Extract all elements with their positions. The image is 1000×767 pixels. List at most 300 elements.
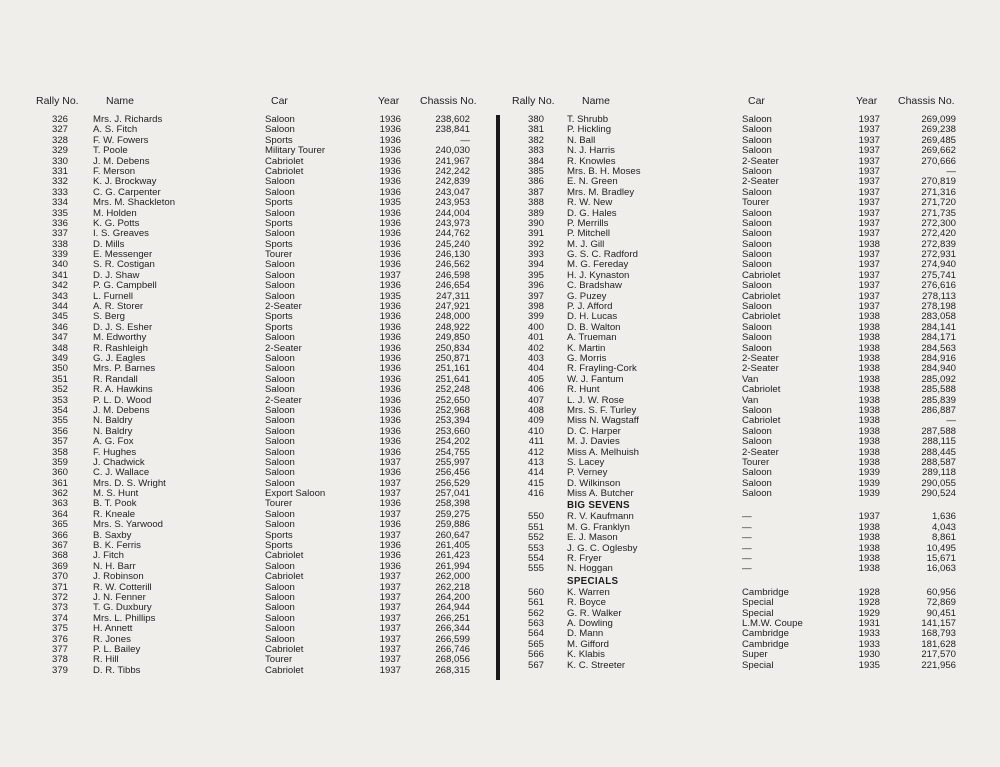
chassis-no-cell: 284,171 (921, 332, 956, 344)
year-cell: 1936 (379, 384, 401, 396)
rally-no-cell: 567 (527, 659, 544, 671)
rally-no-cell: 370 (51, 571, 68, 583)
car-cell: Saloon (265, 560, 295, 572)
car-cell: Saloon (265, 228, 295, 240)
chassis-no-cell: 278,113 (922, 290, 956, 302)
year-cell: 1937 (858, 134, 880, 146)
rally-no-cell: 350 (51, 363, 68, 375)
year-cell: 1938 (858, 238, 880, 250)
rally-no-cell: 332 (51, 176, 68, 188)
year-cell: 1938 (858, 456, 880, 468)
year-cell: 1931 (858, 617, 880, 629)
chassis-no-cell: 286,887 (921, 404, 956, 416)
car-cell: Saloon (742, 332, 772, 344)
year-cell: 1936 (379, 352, 401, 364)
year-cell: 1937 (379, 581, 401, 593)
year-cell: 1938 (858, 563, 880, 575)
year-cell: 1937 (858, 207, 880, 219)
chassis-no-cell: 290,055 (921, 477, 956, 489)
left-table-body (30, 115, 495, 676)
name-cell: Mrs. S. F. Turley (567, 404, 637, 416)
chassis-no-cell: 288,115 (922, 436, 956, 448)
year-cell: 1939 (858, 467, 880, 479)
rally-no-cell: 381 (527, 124, 544, 136)
year-cell: 1938 (858, 352, 880, 364)
rally-no-cell: 340 (51, 259, 68, 271)
chassis-no-cell: 1,636 (931, 511, 956, 523)
name-cell: J. G. C. Oglesby (567, 542, 638, 554)
chassis-no-cell: 8,861 (931, 532, 956, 544)
rally-no-cell: 392 (527, 238, 544, 250)
name-cell: K. G. Potts (93, 217, 140, 229)
car-cell: Saloon (265, 446, 295, 458)
rally-no-cell: 327 (51, 124, 68, 136)
year-cell: 1937 (858, 217, 880, 229)
name-cell: E. N. Green (567, 176, 618, 188)
car-cell: Cabriolet (742, 290, 781, 302)
chassis-no-cell: 258,398 (435, 498, 470, 510)
name-cell: B. K. Ferris (93, 540, 141, 552)
year-cell: 1937 (858, 249, 880, 261)
car-cell: Tourer (265, 654, 293, 666)
car-cell: Saloon (265, 373, 295, 385)
name-cell: P. Verney (567, 467, 608, 479)
rally-no-cell: 335 (51, 207, 68, 219)
rally-no-cell: 328 (51, 134, 68, 146)
header-chassis-no: Chassis No. (420, 95, 477, 107)
name-cell: E. J. Mason (567, 532, 618, 544)
table-row (508, 198, 970, 208)
header-name: Name (106, 95, 135, 107)
name-cell: A. R. Storer (93, 301, 144, 313)
chassis-no-cell: 217,570 (921, 649, 956, 661)
rally-no-cell: 385 (527, 165, 544, 177)
car-cell: Saloon (265, 602, 295, 614)
name-cell: K. C. Streeter (567, 659, 626, 671)
car-cell: Sports (265, 311, 293, 323)
chassis-no-cell: 247,921 (435, 301, 470, 313)
car-cell: Cabriolet (265, 571, 304, 583)
chassis-no-cell: — (946, 165, 956, 177)
rally-no-cell: 553 (527, 542, 544, 554)
name-cell: Mrs. J. Richards (93, 114, 163, 125)
chassis-no-cell: 251,641 (435, 373, 470, 385)
name-cell: D. Wilkinson (567, 477, 621, 489)
year-cell: 1936 (379, 332, 401, 344)
car-cell: Saloon (742, 134, 772, 146)
rally-no-cell: 357 (51, 436, 68, 448)
chassis-no-cell: 285,588 (921, 384, 956, 396)
name-cell: Mrs. P. Barnes (93, 363, 156, 375)
year-cell: 1938 (858, 521, 880, 533)
chassis-no-cell: 284,940 (921, 363, 956, 375)
name-cell: G. Puzey (567, 290, 607, 302)
chassis-no-cell: 271,720 (921, 197, 956, 209)
year-cell: 1937 (379, 571, 401, 583)
car-cell: Saloon (265, 124, 295, 136)
chassis-no-cell: 278,198 (921, 301, 956, 313)
chassis-no-cell: 269,238 (921, 124, 956, 136)
year-cell: 1939 (858, 477, 880, 489)
year-cell: 1928 (858, 597, 880, 609)
car-cell: Saloon (265, 114, 295, 125)
rally-no-cell: 344 (51, 301, 68, 313)
rally-no-cell: 564 (527, 628, 544, 640)
car-cell: Military Tourer (265, 145, 326, 157)
rally-no-cell: 356 (51, 425, 68, 437)
rally-no-cell: 367 (51, 540, 68, 552)
car-cell: — (742, 553, 752, 565)
rally-no-cell: 408 (527, 404, 544, 416)
name-cell: J. Chadwick (93, 456, 145, 468)
right-table-body (508, 115, 970, 671)
car-cell: Tourer (742, 456, 770, 468)
car-cell: Saloon (265, 591, 295, 603)
year-cell: 1937 (379, 269, 401, 281)
name-cell: M. J. Gill (567, 238, 605, 250)
car-cell: Saloon (742, 249, 772, 261)
car-cell: Saloon (742, 124, 772, 136)
car-cell: Saloon (265, 508, 295, 520)
chassis-no-cell: 256,456 (435, 467, 470, 479)
year-cell: 1929 (858, 607, 880, 619)
rally-no-cell: 414 (527, 467, 544, 479)
rally-no-cell: 389 (527, 207, 544, 219)
year-cell: 1937 (379, 612, 401, 624)
year-cell: 1936 (379, 342, 401, 354)
car-cell: Cambridge (742, 638, 789, 650)
name-cell: G. Morris (567, 352, 607, 364)
table-row (508, 385, 970, 395)
year-cell: 1937 (379, 623, 401, 635)
rally-no-cell: 404 (527, 363, 544, 375)
car-cell: — (742, 532, 752, 544)
chassis-no-cell: 284,141 (921, 321, 956, 333)
year-cell: 1936 (379, 301, 401, 313)
name-cell: A. Dowling (567, 617, 613, 629)
year-cell: 1935 (379, 197, 401, 209)
name-cell: R. Knowles (567, 155, 616, 167)
chassis-no-cell: 245,240 (435, 238, 470, 250)
rally-no-cell: 362 (51, 488, 68, 500)
name-cell: L. Furnell (93, 290, 133, 302)
year-cell: 1938 (858, 553, 880, 565)
rally-no-cell: 400 (527, 321, 544, 333)
specials-rows (508, 588, 970, 671)
name-cell: N. Baldry (93, 415, 133, 427)
name-cell: Miss N. Wagstaff (567, 415, 639, 427)
header-year: Year (378, 95, 400, 107)
name-cell: M. Holden (93, 207, 137, 219)
year-cell: 1936 (379, 540, 401, 552)
name-cell: R. Randall (93, 373, 138, 385)
car-cell: Cabriolet (742, 269, 781, 281)
car-cell: — (742, 563, 752, 575)
chassis-no-cell: 272,300 (921, 217, 956, 229)
chassis-no-cell: 251,161 (435, 363, 470, 375)
year-cell: 1938 (858, 446, 880, 458)
name-cell: R. Fryer (567, 553, 602, 565)
year-cell: 1936 (379, 550, 401, 562)
rally-no-cell: 405 (527, 373, 544, 385)
rally-no-cell: 329 (51, 145, 68, 157)
car-cell: Sports (265, 529, 293, 541)
chassis-no-cell: 264,200 (435, 591, 470, 603)
name-cell: R. Boyce (567, 597, 606, 609)
name-cell: H. Annett (93, 623, 133, 635)
rally-no-cell: 406 (527, 384, 544, 396)
chassis-no-cell: 168,793 (921, 628, 956, 640)
chassis-no-cell: 275,741 (921, 269, 956, 281)
year-cell: 1937 (858, 124, 880, 136)
name-cell: P. L. Bailey (93, 643, 141, 655)
table-header-right (508, 95, 970, 115)
car-cell: Saloon (742, 404, 772, 416)
year-cell: 1936 (379, 363, 401, 375)
year-cell: 1937 (858, 301, 880, 313)
rally-no-cell: 395 (527, 269, 544, 281)
year-cell: 1936 (379, 404, 401, 416)
chassis-no-cell: 253,660 (435, 425, 470, 437)
year-cell: 1937 (379, 508, 401, 520)
name-cell: K. J. Brockway (93, 176, 157, 188)
year-cell: 1937 (858, 511, 880, 523)
year-cell: 1937 (858, 228, 880, 240)
year-cell: 1938 (858, 415, 880, 427)
rally-no-cell: 391 (527, 228, 544, 240)
chassis-no-cell: 288,587 (921, 456, 956, 468)
year-cell: 1936 (379, 446, 401, 458)
rally-no-cell: 331 (51, 165, 68, 177)
column-divider (496, 115, 500, 680)
chassis-no-cell: 276,616 (921, 280, 956, 292)
rally-no-cell: 336 (51, 217, 68, 229)
table-row (508, 146, 970, 156)
chassis-no-cell: 271,735 (921, 207, 956, 219)
table-row (508, 564, 970, 574)
car-cell: Tourer (265, 249, 293, 261)
car-cell: Saloon (742, 259, 772, 271)
name-cell: G. J. Eagles (93, 352, 146, 364)
year-cell: 1933 (858, 628, 880, 640)
car-cell: Cabriolet (742, 384, 781, 396)
car-cell: Sports (265, 197, 293, 209)
year-cell: 1936 (379, 228, 401, 240)
year-cell: 1937 (858, 259, 880, 271)
rally-no-cell: 415 (527, 477, 544, 489)
big-sevens-rows (508, 512, 970, 574)
rally-no-cell: 560 (527, 586, 544, 598)
chassis-no-cell: 246,654 (435, 280, 470, 292)
name-cell: J. M. Debens (93, 155, 150, 167)
car-cell: Saloon (265, 363, 295, 375)
rally-no-cell: 377 (51, 643, 68, 655)
car-cell: Saloon (265, 269, 295, 281)
chassis-no-cell: — (460, 134, 470, 146)
chassis-no-cell: 254,755 (435, 446, 470, 458)
car-cell: Saloon (742, 114, 772, 125)
name-cell: Miss A. Melhuish (567, 446, 639, 458)
name-cell: D. Mills (93, 238, 125, 250)
right-main-rows (508, 115, 970, 499)
rally-no-cell: 374 (51, 612, 68, 624)
name-cell: R. W. New (567, 197, 613, 209)
chassis-no-cell: 270,819 (921, 176, 956, 188)
rally-no-cell: 355 (51, 415, 68, 427)
car-cell: 2-Seater (265, 301, 302, 313)
chassis-no-cell: 272,839 (921, 238, 956, 250)
car-cell: Saloon (742, 467, 772, 479)
car-cell: Saloon (265, 477, 295, 489)
chassis-no-cell: 266,344 (435, 623, 470, 635)
year-cell: 1937 (379, 602, 401, 614)
rally-no-cell: 399 (527, 311, 544, 323)
chassis-no-cell: 268,315 (435, 664, 470, 676)
year-cell: 1936 (379, 217, 401, 229)
chassis-no-cell: 272,931 (921, 249, 956, 261)
name-cell: R. Frayling-Cork (567, 363, 637, 375)
rally-no-cell: 333 (51, 186, 68, 198)
car-cell: — (742, 542, 752, 554)
chassis-no-cell: 285,839 (921, 394, 956, 406)
car-cell: Saloon (265, 259, 295, 271)
chassis-no-cell: 257,041 (435, 488, 470, 500)
rally-no-cell: 409 (527, 415, 544, 427)
rally-no-cell: 349 (51, 352, 68, 364)
car-cell: Saloon (742, 301, 772, 313)
car-cell: Saloon (265, 612, 295, 624)
car-cell: Saloon (265, 384, 295, 396)
name-cell: R. Hunt (567, 384, 600, 396)
chassis-no-cell: 244,004 (435, 207, 470, 219)
rally-no-cell: 379 (51, 664, 68, 676)
rally-no-cell: 387 (527, 186, 544, 198)
year-cell: 1937 (379, 643, 401, 655)
name-cell: L. J. W. Rose (567, 394, 625, 406)
rally-no-cell: 347 (51, 332, 68, 344)
rally-no-cell: 388 (527, 197, 544, 209)
table-row (30, 624, 495, 634)
year-cell: 1937 (858, 176, 880, 188)
year-cell: 1936 (379, 134, 401, 146)
year-cell: 1938 (858, 321, 880, 333)
car-cell: Sports (265, 217, 293, 229)
chassis-no-cell: 240,030 (435, 145, 470, 157)
name-cell: T. G. Duxbury (93, 602, 152, 614)
chassis-no-cell: 243,047 (435, 186, 470, 198)
name-cell: R. V. Kaufmann (567, 511, 634, 523)
chassis-no-cell: 271,316 (921, 186, 956, 198)
chassis-no-cell: 262,000 (435, 571, 470, 583)
car-cell: Saloon (265, 581, 295, 593)
name-cell: W. J. Fantum (567, 373, 624, 385)
rally-no-cell: 407 (527, 394, 544, 406)
rally-no-cell: 372 (51, 591, 68, 603)
car-cell: Saloon (265, 415, 295, 427)
year-cell: 1938 (858, 542, 880, 554)
year-cell: 1937 (858, 155, 880, 167)
chassis-no-cell: 248,000 (435, 311, 470, 323)
chassis-no-cell: 266,599 (435, 633, 470, 645)
car-cell: Special (742, 597, 774, 609)
header-year: Year (856, 95, 878, 107)
name-cell: D. G. Hales (567, 207, 617, 219)
name-cell: A. S. Fitch (93, 124, 138, 136)
car-cell: Saloon (265, 280, 295, 292)
name-cell: T. Poole (93, 145, 128, 157)
table-row (30, 385, 495, 395)
header-car: Car (271, 95, 288, 107)
chassis-no-cell: 288,445 (921, 446, 956, 458)
chassis-no-cell: 266,746 (435, 643, 470, 655)
rally-no-cell: 410 (527, 425, 544, 437)
name-cell: A. G. Fox (93, 436, 134, 448)
name-cell: R. W. Cotterill (93, 581, 152, 593)
year-cell: 1937 (858, 197, 880, 209)
car-cell: Saloon (265, 186, 295, 198)
year-cell: 1937 (858, 145, 880, 157)
chassis-no-cell: 268,056 (435, 654, 470, 666)
car-cell: Tourer (265, 498, 293, 510)
rally-no-cell: 566 (527, 649, 544, 661)
header-rally-no: Rally No. (36, 95, 79, 107)
rally-no-cell: 402 (527, 342, 544, 354)
chassis-no-cell: 246,562 (435, 259, 470, 271)
year-cell: 1937 (379, 477, 401, 489)
chassis-no-cell: 238,841 (435, 124, 470, 136)
car-cell: Saloon (742, 145, 772, 157)
year-cell: 1936 (379, 207, 401, 219)
name-cell: Mrs. B. H. Moses (567, 165, 641, 177)
car-cell: Van (742, 373, 759, 385)
chassis-no-cell: 242,242 (435, 165, 470, 177)
rally-no-cell: 334 (51, 197, 68, 209)
year-cell: 1936 (379, 238, 401, 250)
rally-no-cell: 563 (527, 617, 544, 629)
car-cell: Cabriolet (265, 664, 304, 676)
chassis-no-cell: 253,394 (435, 415, 470, 427)
table-row (30, 437, 495, 447)
car-cell: Saloon (742, 207, 772, 219)
header-rally-no: Rally No. (512, 95, 555, 107)
year-cell: 1936 (379, 415, 401, 427)
name-cell: R. A. Hawkins (93, 384, 153, 396)
car-cell: Cabriolet (265, 155, 304, 167)
year-cell: 1937 (858, 165, 880, 177)
rally-no-cell: 360 (51, 467, 68, 479)
rally-no-cell: 403 (527, 352, 544, 364)
rally-no-cell: 416 (527, 488, 544, 500)
year-cell: 1938 (858, 384, 880, 396)
rally-no-cell: 386 (527, 176, 544, 188)
car-cell: Saloon (742, 477, 772, 489)
car-cell: Super (742, 649, 768, 661)
name-cell: I. S. Greaves (93, 228, 149, 240)
chassis-no-cell: 269,662 (921, 145, 956, 157)
name-cell: Mrs. M. Shackleton (93, 197, 176, 209)
car-cell: — (742, 511, 752, 523)
year-cell: 1936 (379, 155, 401, 167)
car-cell: Saloon (265, 519, 295, 531)
year-cell: 1938 (858, 363, 880, 375)
chassis-no-cell: 269,485 (921, 134, 956, 146)
chassis-no-cell: 259,886 (435, 519, 470, 531)
car-cell: 2-Seater (742, 352, 779, 364)
year-cell: 1936 (379, 165, 401, 177)
car-cell: Saloon (265, 467, 295, 479)
chassis-no-cell: 261,994 (435, 560, 470, 572)
car-cell: Sports (265, 134, 293, 146)
